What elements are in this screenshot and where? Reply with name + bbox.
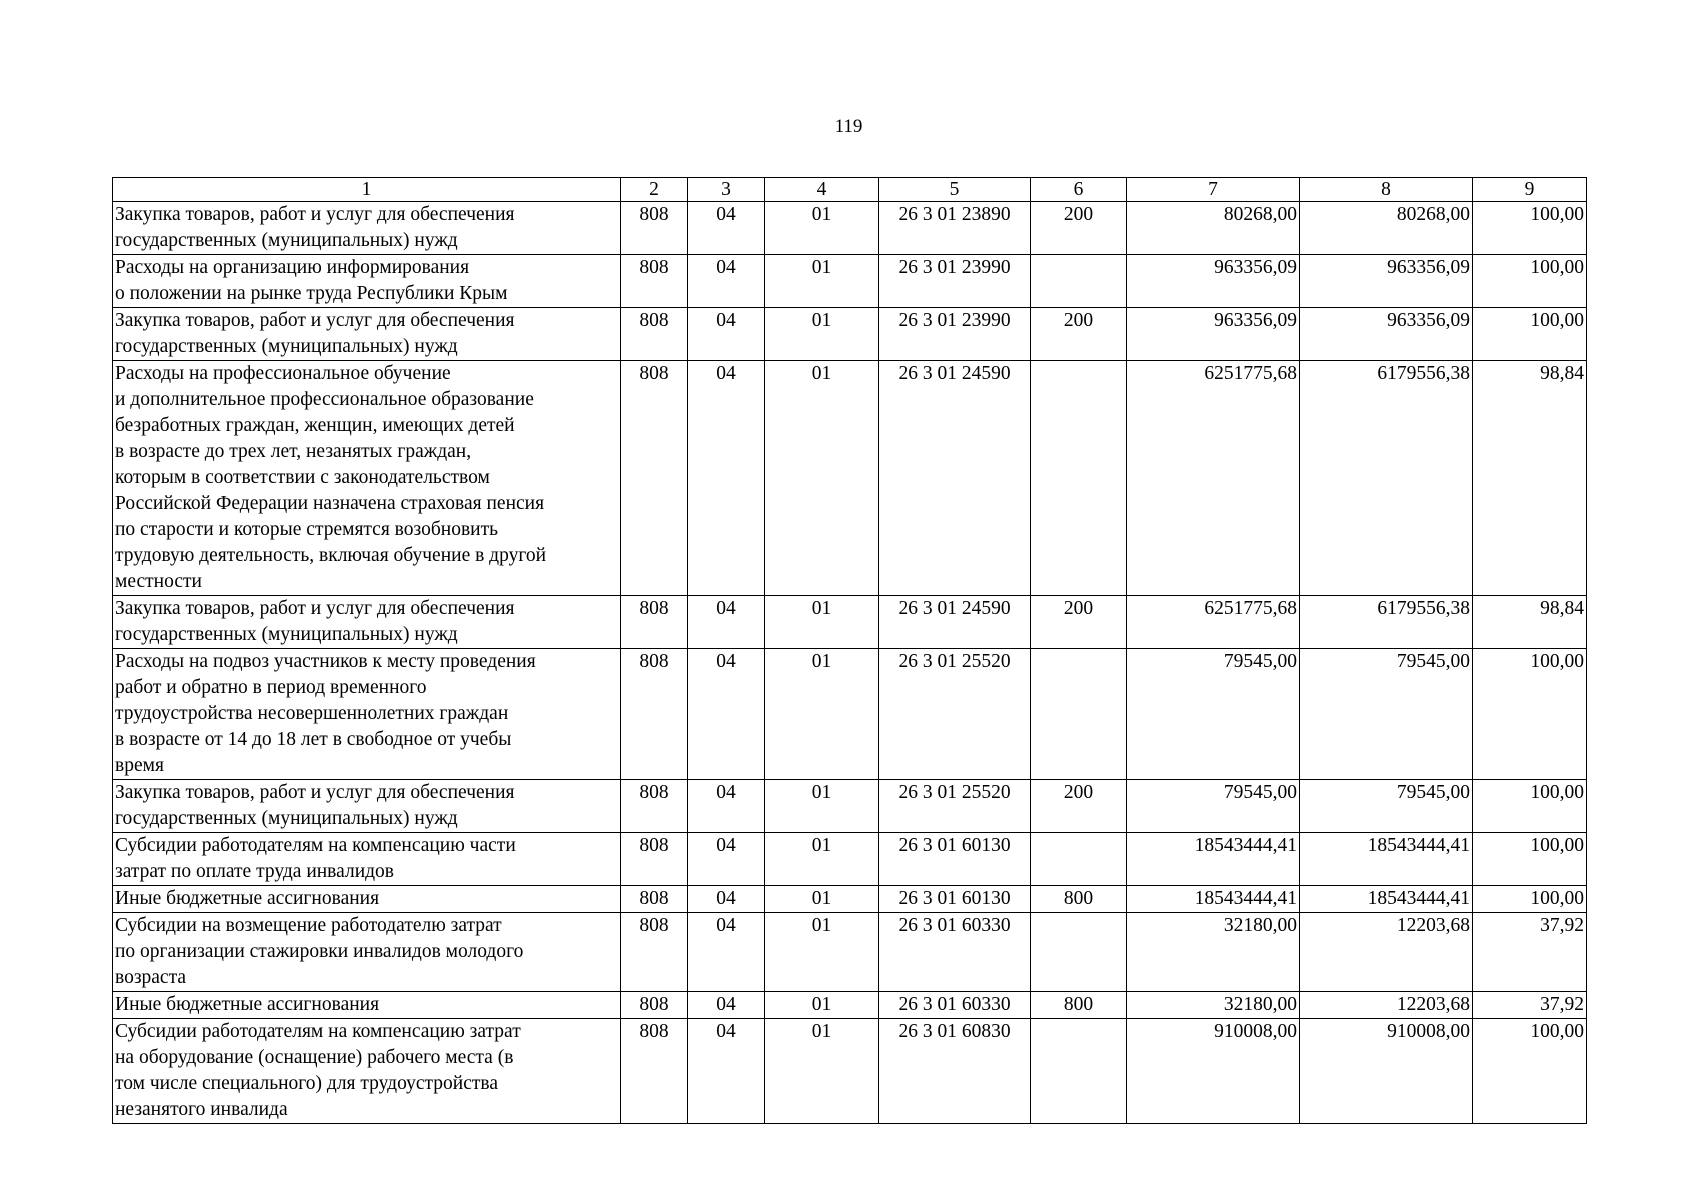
target-article-cell: 26 3 01 60130 [879,833,1031,886]
section-code-cell: 04 [688,833,765,886]
section-code-cell: 04 [688,308,765,361]
expense-type-cell [1031,1019,1127,1124]
execution-percent-cell: 100,00 [1473,886,1587,913]
approved-amount-cell: 79545,00 [1127,649,1300,780]
executed-amount-cell: 18543444,41 [1300,833,1473,886]
execution-percent-cell: 98,84 [1473,361,1587,596]
executed-amount-cell: 18543444,41 [1300,886,1473,913]
target-article-cell: 26 3 01 24590 [879,361,1031,596]
expense-type-cell: 200 [1031,780,1127,833]
expense-name-cell: Субсидии работодателям на компенсацию затрат на оборудование (оснащение) рабочего места (в том числе специального) для трудоустройства незанятого инвалида [113,1019,621,1124]
subsection-code-cell: 01 [765,649,879,780]
execution-percent-cell: 100,00 [1473,255,1587,308]
section-code-cell: 04 [688,361,765,596]
target-article-cell: 26 3 01 25520 [879,780,1031,833]
execution-percent-cell: 37,92 [1473,913,1587,992]
executed-amount-cell: 963356,09 [1300,308,1473,361]
subsection-code-cell: 01 [765,596,879,649]
budget-table [112,177,1587,1124]
subsection-code-cell: 01 [765,255,879,308]
section-code-cell: 04 [688,780,765,833]
target-article-cell: 26 3 01 25520 [879,649,1031,780]
header-cell: 4 [765,178,879,202]
table-row [113,596,1587,649]
executed-amount-cell: 79545,00 [1300,780,1473,833]
expense-name-cell: Субсидии работодателям на компенсацию части затрат по оплате труда инвалидов [113,833,621,886]
ministry-code-cell: 808 [621,649,688,780]
approved-amount-cell: 6251775,68 [1127,596,1300,649]
expense-type-cell [1031,833,1127,886]
approved-amount-cell: 6251775,68 [1127,361,1300,596]
approved-amount-cell: 963356,09 [1127,308,1300,361]
table-row [113,886,1587,913]
subsection-code-cell: 01 [765,780,879,833]
subsection-code-cell: 01 [765,361,879,596]
subsection-code-cell: 01 [765,202,879,255]
expense-name-cell: Закупка товаров, работ и услуг для обеспечения государственных (муниципальных) нужд [113,596,621,649]
section-code-cell: 04 [688,596,765,649]
ministry-code-cell: 808 [621,202,688,255]
section-code-cell: 04 [688,255,765,308]
expense-name-cell: Закупка товаров, работ и услуг для обеспечения государственных (муниципальных) нужд [113,308,621,361]
target-article-cell: 26 3 01 60330 [879,992,1031,1019]
table-row [113,833,1587,886]
subsection-code-cell: 01 [765,833,879,886]
approved-amount-cell: 910008,00 [1127,1019,1300,1124]
subsection-code-cell: 01 [765,886,879,913]
approved-amount-cell: 18543444,41 [1127,833,1300,886]
target-article-cell: 26 3 01 60130 [879,886,1031,913]
ministry-code-cell: 808 [621,833,688,886]
executed-amount-cell: 12203,68 [1300,992,1473,1019]
header-cell: 8 [1300,178,1473,202]
expense-name-cell: Закупка товаров, работ и услуг для обеспечения государственных (муниципальных) нужд [113,202,621,255]
table-row [113,649,1587,780]
subsection-code-cell: 01 [765,992,879,1019]
table-row [113,913,1587,992]
executed-amount-cell: 910008,00 [1300,1019,1473,1124]
section-code-cell: 04 [688,992,765,1019]
subsection-code-cell: 01 [765,308,879,361]
section-code-cell: 04 [688,913,765,992]
approved-amount-cell: 79545,00 [1127,780,1300,833]
target-article-cell: 26 3 01 24590 [879,596,1031,649]
execution-percent-cell: 100,00 [1473,649,1587,780]
expense-type-cell [1031,649,1127,780]
executed-amount-cell: 6179556,38 [1300,361,1473,596]
approved-amount-cell: 32180,00 [1127,992,1300,1019]
execution-percent-cell: 100,00 [1473,202,1587,255]
subsection-code-cell: 01 [765,913,879,992]
approved-amount-cell: 80268,00 [1127,202,1300,255]
executed-amount-cell: 6179556,38 [1300,596,1473,649]
executed-amount-cell: 80268,00 [1300,202,1473,255]
ministry-code-cell: 808 [621,596,688,649]
section-code-cell: 04 [688,202,765,255]
table-row [113,1019,1587,1124]
table-row [113,308,1587,361]
expense-type-cell [1031,361,1127,596]
page-number: 119 [834,116,863,137]
table-body [113,202,1587,1124]
ministry-code-cell: 808 [621,308,688,361]
header-cell: 1 [113,178,621,202]
target-article-cell: 26 3 01 23890 [879,202,1031,255]
table-row [113,780,1587,833]
execution-percent-cell: 98,84 [1473,596,1587,649]
expense-type-cell: 200 [1031,202,1127,255]
executed-amount-cell: 12203,68 [1300,913,1473,992]
expense-type-cell [1031,255,1127,308]
section-code-cell: 04 [688,649,765,780]
table-row [113,255,1587,308]
target-article-cell: 26 3 01 23990 [879,255,1031,308]
header-cell: 2 [621,178,688,202]
expense-type-cell: 200 [1031,596,1127,649]
header-cell: 6 [1031,178,1127,202]
expense-type-cell: 800 [1031,992,1127,1019]
header-row [113,178,1587,202]
header-cell: 9 [1473,178,1587,202]
expense-name-cell: Расходы на организацию информирования о положении на рынке труда Республики Крым [113,255,621,308]
execution-percent-cell: 100,00 [1473,1019,1587,1124]
subsection-code-cell: 01 [765,1019,879,1124]
approved-amount-cell: 963356,09 [1127,255,1300,308]
expense-name-cell: Закупка товаров, работ и услуг для обеспечения государственных (муниципальных) нужд [113,780,621,833]
approved-amount-cell: 32180,00 [1127,913,1300,992]
expense-name-cell: Расходы на подвоз участников к месту проведения работ и обратно в период временного трудоустройства несовершеннолетних граждан в возрасте от 14 до 18 лет в свободное от учебы время [113,649,621,780]
target-article-cell: 26 3 01 23990 [879,308,1031,361]
target-article-cell: 26 3 01 60830 [879,1019,1031,1124]
target-article-cell: 26 3 01 60330 [879,913,1031,992]
executed-amount-cell: 963356,09 [1300,255,1473,308]
table-row [113,202,1587,255]
expense-type-cell: 200 [1031,308,1127,361]
section-code-cell: 04 [688,886,765,913]
header-cell: 3 [688,178,765,202]
execution-percent-cell: 100,00 [1473,308,1587,361]
ministry-code-cell: 808 [621,255,688,308]
expense-type-cell [1031,913,1127,992]
ministry-code-cell: 808 [621,886,688,913]
ministry-code-cell: 808 [621,1019,688,1124]
ministry-code-cell: 808 [621,992,688,1019]
expense-name-cell: Иные бюджетные ассигнования [113,886,621,913]
executed-amount-cell: 79545,00 [1300,649,1473,780]
section-code-cell: 04 [688,1019,765,1124]
execution-percent-cell: 100,00 [1473,833,1587,886]
execution-percent-cell: 37,92 [1473,992,1587,1019]
table-row [113,361,1587,596]
ministry-code-cell: 808 [621,913,688,992]
approved-amount-cell: 18543444,41 [1127,886,1300,913]
header-cell: 5 [879,178,1031,202]
expense-name-cell: Субсидии на возмещение работодателю затрат по организации стажировки инвалидов молодого возраста [113,913,621,992]
ministry-code-cell: 808 [621,361,688,596]
expense-name-cell: Иные бюджетные ассигнования [113,992,621,1019]
ministry-code-cell: 808 [621,780,688,833]
expense-name-cell: Расходы на профессиональное обучение и дополнительное профессиональное образование безработных граждан, женщин, имеющих детей в возрасте до трех лет, незанятых граждан, которым в соответствии с законодательством Российской Федерации назначена страховая пенсия по старости и которые стремятся возобновить трудовую деятельность, включая обучение в другой местности [113,361,621,596]
header-cell: 7 [1127,178,1300,202]
table-row [113,992,1587,1019]
expense-type-cell: 800 [1031,886,1127,913]
execution-percent-cell: 100,00 [1473,780,1587,833]
